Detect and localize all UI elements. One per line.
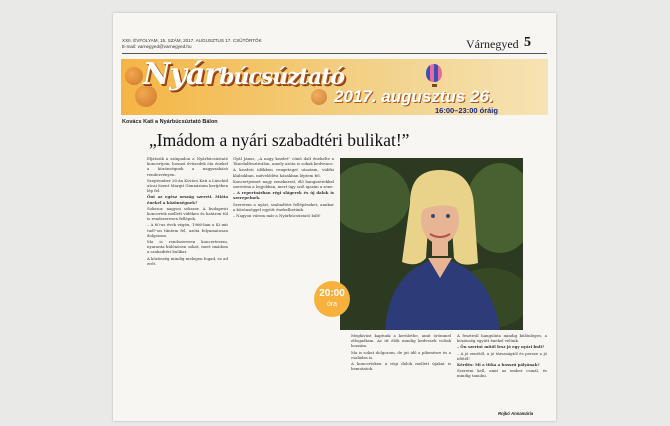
banner-time: 16:00–23:00 óráig [435,106,498,115]
article-byline: Kovács Kati a Nyárbúcsúztató Bálon [122,119,218,125]
paragraph: – Nagyon várom már a Nyárbúcsúztató bált! [233,213,321,219]
article-column-1 [147,156,228,406]
paragraph: Szeretni kell, amit az ember csinál, és mindig tanulni. [457,368,547,379]
paragraph: Eljátszik a színpadon a Nyárbúcsúztató koncertjein, hosszú évtizedek óta énekel a közönségnek a nagyszabású rendezvényen. [147,156,228,177]
article-column-3 [351,333,451,408]
paragraph: Gyál János, „A nagy kezdet” című dalt énekelte a Táncdalfesztiválon, amely azóta is sokak kedvence. [233,156,334,167]
paragraph: Koncertjeimet nagy zenekarral, élő hangszerekkel szeretem a legjobban, mert úgy szól igazán a zene. [233,178,334,190]
paragraph: Ma is rendszeresen koncertezem, nyaranta különösen sokat, mert imádom a szabadtéri bulikat. [147,239,228,255]
badge-unit: óra [326,301,338,308]
paragraph: A koncerteken a régi dalok mellett újakat is bemutatok. [351,361,451,372]
section-title: Várnegyed [466,37,519,51]
page-number: 5 [524,35,531,50]
hot-air-balloon-icon [426,64,442,82]
email-line: E-mail: varnegyed@varnegyed.hu [122,44,192,49]
portrait-illustration [340,158,523,330]
article-column-4 [457,333,547,408]
paragraph: Sokszor, nagyon sokszor. A budapesti koncertek mellett vidéken és határon túl is rendszeresen fellépek. [147,205,228,222]
time-badge [314,281,350,317]
issue-info [122,38,262,50]
badge-time: 20:00 [319,288,345,299]
article-column-2 [233,156,334,406]
paragraph: Önt az egész ország szereti. Mióta énekel a közönségnek? [147,194,228,205]
issue-line: XXII. ÉVFOLYAM, 15. SZÁM, 2017. AUGUSZTUS 17. CSÜTÖRTÖK [122,38,262,43]
newspaper-page [113,13,556,421]
paragraph: – A 60-as évek végén, 1966-ban a Ki mit tud?-on tűntem fel, azóta folyamatosan dolgozom. [147,222,228,238]
paragraph: Ma is sokat dolgozom, de jut idő a pihenésre és a családra is. [351,349,451,360]
header-rule [122,53,547,54]
paragraph: A közönség mindig melegen fogad, ez ad erőt. [147,255,228,266]
event-banner [121,59,548,115]
portrait-photo [340,158,523,330]
paragraph: Kérdés: Mi a titka a hosszú pályának? [457,362,540,368]
paragraph: A fesztivál hangulata mindig különleges, a közönség együtt énekel velünk. [457,333,547,344]
paragraph: – Ön szerint mitől lesz jó egy nyári buli? [457,344,545,350]
paragraph: Szeretem a nyári, szabadtéri fellépéseket, amikor a közönséggel együtt énekelhetünk. [233,201,334,212]
paragraph: A kezdeti időkben rengeteget utaztam, vidéki klubokban, művelődési házakban léptem fel. [233,167,334,178]
paragraph: Szeptember 26-án Kovács Kati a Lánchíd utcai Szent Margit Gimnázium kertjében lép fel. [147,177,228,194]
banner-title [143,59,344,92]
paragraph: – A repertoárban régi slágerek és új dalok is szerepelnek. [233,190,334,201]
article-author: Rojkó Annamária [498,411,534,416]
banner-title-main: Nyár [143,59,220,92]
paragraph: Meghívást kaptunk a kerületbe, amit örömmel elfogadtam. Az itt élők mindig kedvesek voltak hozzám. [351,333,451,349]
grape-decoration [125,67,143,85]
banner-title-sub: búcsúztató [219,64,345,90]
paragraph: – A jó zenétől, a jó társaságtól és persze a jó időtől! [457,350,547,361]
article-headline: „Imádom a nyári szabadtéri bulikat!” [149,130,410,150]
banner-date: 2017. augusztus 26. [334,87,494,106]
